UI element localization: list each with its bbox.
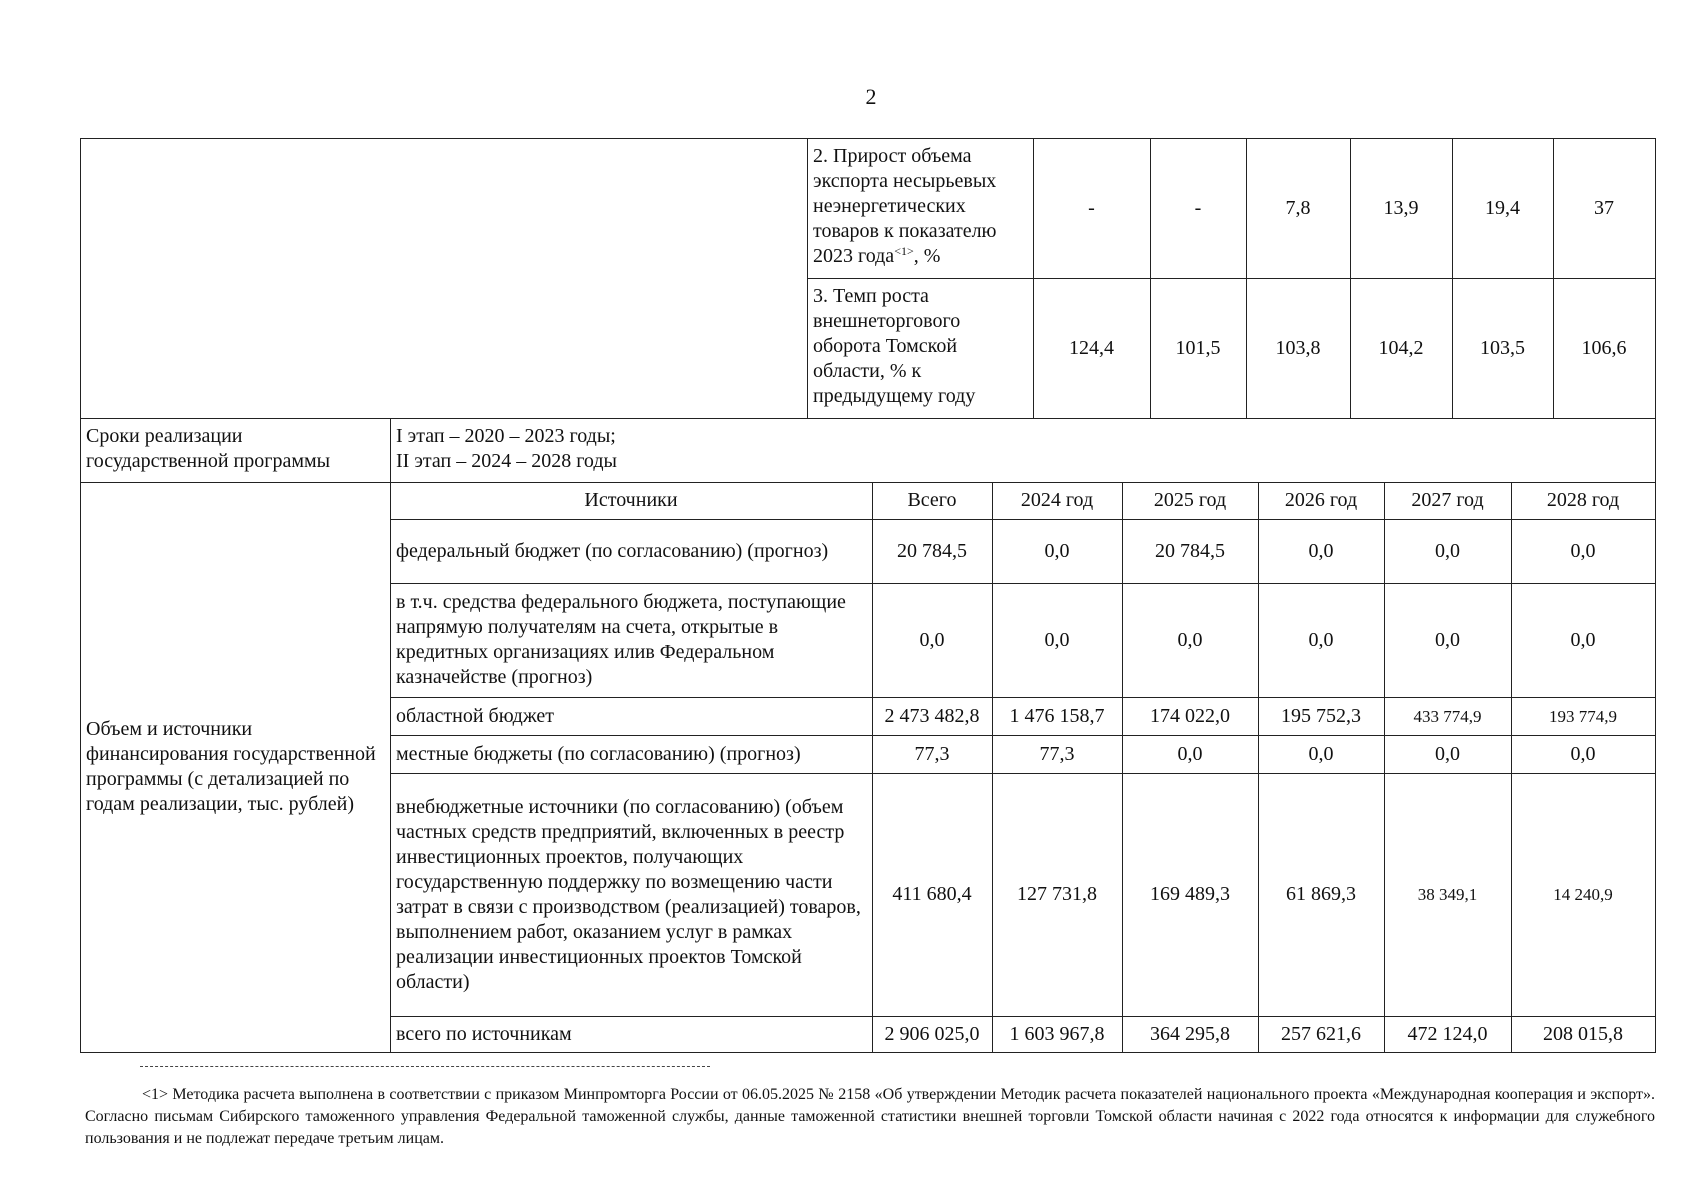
table-rule bbox=[80, 418, 1656, 419]
table-rule bbox=[390, 697, 1656, 698]
finance-header-year: 2025 год bbox=[1153, 489, 1227, 511]
table-rule bbox=[1033, 138, 1034, 418]
terms-stage-2: II этап – 2024 – 2028 годы bbox=[396, 450, 617, 472]
footnote-separator bbox=[140, 1066, 710, 1067]
indicator-3-value: 124,4 bbox=[1069, 336, 1114, 359]
finance-value: 0,0 bbox=[1435, 628, 1460, 651]
finance-value: 61 869,3 bbox=[1286, 883, 1356, 905]
finance-value: 77,3 bbox=[914, 742, 950, 765]
footnote: <1> Методика расчета выполнена в соответствии с приказом Минпромторга России от 06.05.2025 № 2158 «Об утверждении Методик расчета показателей национального проекта «Международная кооперация и экспорт». Согласно письмам Сибирского таможенного управления Федеральной таможенной службы, данные таможенной статистики внешней торговли Томской области начиная с 2022 года относятся к информации для служебного пользования и не подлежат передаче третьим лицам. bbox=[85, 1086, 1655, 1147]
indicator-2-value: 7,8 bbox=[1285, 196, 1311, 219]
table-rule bbox=[992, 482, 993, 1052]
finance-value: 411 680,4 bbox=[892, 883, 972, 905]
finance-value: 20 784,5 bbox=[1155, 539, 1225, 562]
finance-value: 14 240,9 bbox=[1553, 885, 1613, 904]
finance-source: в т.ч. средства федерального бюджета, поступающие напрямую получателям на счета, открытые в кредитных организациях илив Федеральном казначействе (прогноз) bbox=[396, 591, 846, 688]
page-number: 2 bbox=[865, 84, 877, 109]
indicator-3-value: 103,5 bbox=[1480, 336, 1525, 359]
indicator-3-label: 3. Темп роста внешнеторгового оборота Томской области, % к предыдущему году bbox=[813, 285, 976, 407]
table-border bbox=[80, 138, 1656, 139]
table-border bbox=[80, 1052, 1656, 1053]
table-rule bbox=[1452, 138, 1453, 418]
indicator-3-value: 104,2 bbox=[1378, 336, 1424, 359]
footnote-reference[interactable]: <1> bbox=[894, 244, 914, 258]
finance-header-year: 2027 год bbox=[1411, 489, 1484, 511]
finance-header-year: 2026 год bbox=[1284, 489, 1358, 511]
indicator-3-value: 101,5 bbox=[1175, 336, 1221, 359]
finance-value: 174 022,0 bbox=[1150, 704, 1230, 727]
finance-source: внебюджетные источники (по согласованию) (объем частных средств предприятий, включенных в реестр инвестиционных проектов, получающих государственную поддержку по возмещению части затрат в связи с производством (реализацией) товаров, выполнением работ, оказанием услуг в рамках реализации инвестиционных проектов Томской области) bbox=[396, 795, 861, 993]
finance-value: 0,0 bbox=[1177, 628, 1203, 651]
finance-source: областной бюджет bbox=[396, 704, 555, 727]
table-rule bbox=[80, 482, 1656, 483]
indicator-2-label: 2. Прирост объема экспорта несырьевых неэнергетических товаров к показателю 2023 года$^{<1>}$, % bbox=[813, 145, 997, 267]
finance-value: 0,0 bbox=[1308, 628, 1334, 651]
table-rule bbox=[390, 583, 1656, 584]
indicator-3-value: 106,6 bbox=[1581, 336, 1627, 359]
finance-value: 0,0 bbox=[1177, 742, 1203, 765]
indicator-2-value: - bbox=[1194, 196, 1202, 219]
finance-value: 0,0 bbox=[1570, 539, 1596, 562]
finance-value: 0,0 bbox=[1044, 539, 1070, 562]
table-border bbox=[1655, 138, 1656, 1052]
table-rule bbox=[390, 735, 1656, 736]
finance-value: 0,0 bbox=[1570, 742, 1596, 765]
table-rule bbox=[1384, 482, 1385, 1052]
finance-value: 0,0 bbox=[1435, 742, 1460, 765]
table-rule bbox=[390, 519, 1656, 520]
finance-value: 364 295,8 bbox=[1150, 1022, 1230, 1045]
finance-header-sources: Источники bbox=[584, 489, 678, 511]
indicator-2-value: 19,4 bbox=[1485, 196, 1520, 219]
finance-value: 2 906 025,0 bbox=[884, 1022, 980, 1045]
table-rule bbox=[1350, 138, 1351, 418]
finance-value: 193 774,9 bbox=[1549, 706, 1617, 726]
finance-source: всего по источникам bbox=[396, 1022, 572, 1045]
finance-source: федеральный бюджет (по согласованию) (прогноз) bbox=[396, 539, 829, 562]
finance-value: 208 015,8 bbox=[1543, 1022, 1623, 1045]
finance-value: 1 476 158,7 bbox=[1009, 704, 1105, 727]
finance-value: 0,0 bbox=[919, 628, 945, 651]
terms-value bbox=[390, 418, 1655, 482]
finance-value: 38 349,1 bbox=[1417, 885, 1478, 904]
terms-label: Сроки реализации государственной программы bbox=[86, 425, 331, 472]
table-rule bbox=[390, 1016, 1656, 1017]
table-rule bbox=[1511, 482, 1512, 1052]
indicator-2-value: 13,9 bbox=[1383, 196, 1419, 219]
terms-stage-1: I этап – 2020 – 2023 годы; bbox=[396, 425, 616, 447]
table-rule bbox=[1122, 482, 1123, 1052]
finance-value: 0,0 bbox=[1044, 628, 1070, 651]
table-rule bbox=[807, 278, 1656, 279]
finance-header-year: 2028 год bbox=[1546, 489, 1620, 511]
finance-value: 257 621,6 bbox=[1281, 1022, 1361, 1045]
finance-value: 195 752,3 bbox=[1281, 704, 1361, 727]
indicator-3-value: 103,8 bbox=[1275, 336, 1321, 359]
finance-value: 472 124,0 bbox=[1407, 1022, 1488, 1045]
finance-value: 0,0 bbox=[1435, 539, 1460, 562]
finance-value: 77,3 bbox=[1039, 742, 1075, 765]
finance-value: 0,0 bbox=[1308, 539, 1334, 562]
finance-source: местные бюджеты (по согласованию) (прогноз) bbox=[396, 742, 801, 765]
table-rule bbox=[807, 138, 808, 418]
finance-header-total: Всего bbox=[907, 489, 957, 511]
finance-header-year: 2024 год bbox=[1020, 489, 1094, 511]
finance-label: Объем и источники финансирования государственной программы (с детализацией по годам реализации, тыс. рублей) bbox=[86, 718, 376, 815]
table-rule bbox=[872, 482, 873, 1052]
indicator-2-value: 37 bbox=[1594, 196, 1614, 219]
table-rule bbox=[390, 773, 1656, 774]
finance-value: 20 784,5 bbox=[897, 539, 967, 562]
table-rule bbox=[1246, 138, 1247, 418]
finance-value: 2 473 482,8 bbox=[884, 704, 980, 727]
finance-value: 0,0 bbox=[1570, 628, 1596, 651]
finance-value: 433 774,9 bbox=[1413, 706, 1482, 726]
table-border bbox=[80, 138, 81, 1052]
table-rule bbox=[1553, 138, 1554, 418]
table-rule bbox=[1150, 138, 1151, 418]
finance-value: 169 489,3 bbox=[1150, 883, 1230, 905]
table-rule bbox=[1258, 482, 1259, 1052]
finance-value: 1 603 967,8 bbox=[1009, 1022, 1105, 1045]
finance-value: 0,0 bbox=[1308, 742, 1334, 765]
finance-value: 127 731,8 bbox=[1017, 883, 1097, 905]
indicator-2-value: - bbox=[1088, 196, 1095, 219]
